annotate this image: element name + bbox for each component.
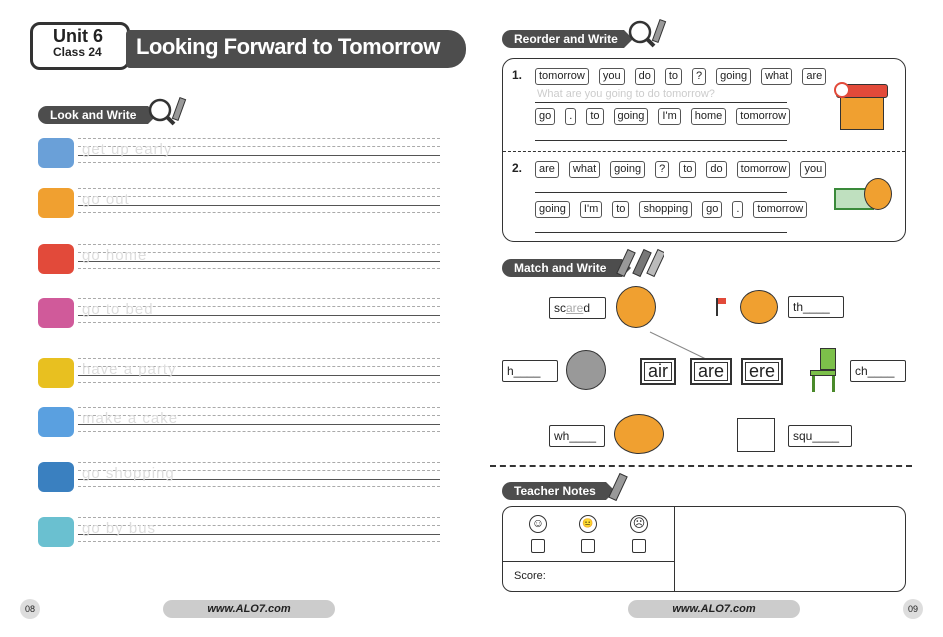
guide-line: [78, 298, 440, 299]
scared-suffix: d: [583, 301, 591, 315]
teacher-notes-banner: [502, 482, 615, 500]
word-tile[interactable]: tomorrow: [736, 108, 790, 125]
map-cat-illustration: [614, 414, 664, 454]
write-line[interactable]: [535, 140, 787, 141]
guide-line: [78, 486, 440, 487]
word-tile[interactable]: tomorrow: [535, 68, 589, 85]
word-tile[interactable]: do: [706, 161, 726, 178]
word-box-scared[interactable]: [549, 297, 606, 319]
scared-cat-illustration: [616, 286, 656, 328]
write-row[interactable]: [78, 460, 440, 488]
word-tile[interactable]: ?: [655, 161, 669, 178]
guide-line: [78, 188, 440, 189]
reorder-words-2a: [535, 159, 836, 178]
happy-checkbox[interactable]: [531, 539, 545, 553]
write-line[interactable]: [535, 232, 787, 233]
guide-line: [78, 407, 440, 408]
word-tile[interactable]: do: [635, 68, 655, 85]
guide-line: [78, 358, 440, 359]
teacher-notes-label: Teacher Notes: [502, 482, 606, 500]
word-tile[interactable]: going: [535, 201, 570, 218]
match-banner-label: Match and Write: [502, 259, 622, 277]
neutral-checkbox[interactable]: [581, 539, 595, 553]
flag-illustration: [716, 298, 728, 316]
word-box-here[interactable]: h____: [502, 360, 558, 382]
footer-url-left[interactable]: www.ALO7.com: [163, 600, 335, 618]
word-box-where[interactable]: wh____: [549, 425, 605, 447]
word-tile[interactable]: you: [599, 68, 625, 85]
guide-line: [78, 517, 440, 518]
word-tile[interactable]: home: [691, 108, 727, 125]
chef-icon: [38, 407, 74, 437]
notes-divider: [674, 507, 675, 591]
reorder-words-1b: [535, 106, 800, 125]
pointing-cat-illustration: [740, 290, 778, 324]
guide-line: [78, 162, 440, 163]
score-divider: [503, 561, 674, 562]
guide-line: [78, 322, 440, 323]
guide-line: [78, 541, 440, 542]
guide-line: [78, 431, 440, 432]
word-tile[interactable]: to: [665, 68, 682, 85]
house-cat-illustration: [834, 80, 886, 130]
trace-text: go by bus: [82, 520, 157, 537]
guide-line: [78, 205, 440, 206]
write-row[interactable]: [78, 136, 440, 164]
word-tile[interactable]: going: [610, 161, 645, 178]
trace-text: have a party: [82, 361, 177, 378]
word-box-square[interactable]: squ____: [788, 425, 852, 447]
shopping-icon: [38, 462, 74, 492]
reorder-words-1a: [535, 66, 836, 85]
option-air[interactable]: air: [640, 358, 676, 385]
guide-line: [78, 382, 440, 383]
footer-url-right[interactable]: www.ALO7.com: [628, 600, 800, 618]
pencil-icon: [604, 472, 634, 502]
write-line[interactable]: [535, 102, 787, 103]
trace-text: make a cake: [82, 410, 179, 427]
option-ere[interactable]: ere: [741, 358, 783, 385]
reorder-num-1: 1.: [512, 68, 523, 82]
trace-text: go home: [82, 247, 148, 264]
word-tile[interactable]: .: [565, 108, 576, 125]
page-number-left: 08: [20, 599, 40, 619]
word-tile[interactable]: go: [535, 108, 555, 125]
write-row[interactable]: [78, 356, 440, 384]
teacher-notes-panel: [502, 506, 906, 592]
word-tile[interactable]: .: [732, 201, 743, 218]
word-tile[interactable]: shopping: [639, 201, 692, 218]
guide-line: [78, 244, 440, 245]
reorder-words-2b: [535, 199, 817, 218]
word-tile[interactable]: you: [800, 161, 826, 178]
word-tile[interactable]: tomorrow: [753, 201, 807, 218]
guide-line: [78, 196, 440, 197]
party-icon: [38, 358, 74, 388]
trace-text: go shopping: [82, 465, 175, 482]
section-divider: [490, 465, 912, 467]
word-box-there[interactable]: th____: [788, 296, 844, 318]
write-row[interactable]: [78, 515, 440, 543]
unit-tab: [30, 22, 130, 70]
word-box-chair[interactable]: ch____: [850, 360, 906, 382]
class-label: Class 24: [53, 45, 102, 59]
magnifier-pencil-icon: [626, 18, 672, 50]
word-tile[interactable]: tomorrow: [737, 161, 791, 178]
reorder-banner-label: Reorder and Write: [502, 30, 624, 48]
word-tile[interactable]: going: [716, 68, 751, 85]
scared-filled: are: [566, 301, 584, 315]
trace-text: get up early: [82, 141, 173, 158]
word-tile[interactable]: I'm: [580, 201, 602, 218]
reorder-hint-1: What are you going to do tomorrow?: [537, 88, 715, 100]
page-number-right: 09: [903, 599, 923, 619]
word-tile[interactable]: I'm: [658, 108, 680, 125]
word-tile[interactable]: going: [614, 108, 649, 125]
score-label: Score:: [514, 570, 546, 582]
look-write-banner: [38, 106, 157, 124]
guide-line: [78, 462, 440, 463]
write-row[interactable]: [78, 186, 440, 214]
word-tile[interactable]: to: [679, 161, 696, 178]
house-icon: [38, 244, 74, 274]
word-tile[interactable]: what: [569, 161, 600, 178]
happy-face-icon: ☺: [529, 515, 547, 533]
magnifier-pencil-icon: [146, 96, 192, 126]
unit-label: Unit 6: [53, 26, 104, 46]
guide-line: [78, 212, 440, 213]
bed-icon: [38, 298, 74, 328]
reorder-banner: [502, 30, 633, 48]
scared-prefix: sc: [554, 301, 566, 315]
trace-text: go out: [82, 191, 130, 208]
reorder-num-2: 2.: [512, 161, 523, 175]
write-row[interactable]: [78, 296, 440, 324]
sad-face-icon: ☹: [630, 515, 648, 533]
chair-illustration: [806, 348, 840, 394]
option-are[interactable]: are: [690, 358, 732, 385]
shopping-cart-illustration: [830, 174, 896, 220]
guide-line: [78, 268, 440, 269]
sad-checkbox[interactable]: [632, 539, 646, 553]
word-tile[interactable]: ?: [692, 68, 706, 85]
reorder-divider: [503, 151, 905, 152]
word-tile[interactable]: what: [761, 68, 792, 85]
word-tile[interactable]: to: [612, 201, 629, 218]
word-tile[interactable]: are: [802, 68, 826, 85]
bus-icon: [38, 517, 74, 547]
page-title: Looking Forward to Tomorrow: [136, 34, 440, 59]
write-row[interactable]: [78, 405, 440, 433]
pencils-icon: [612, 248, 664, 280]
moon-cat-icon: [38, 138, 74, 168]
neutral-face-icon: 😐: [579, 515, 597, 533]
cat-icon: [38, 188, 74, 218]
write-row[interactable]: [78, 242, 440, 270]
guide-line: [78, 138, 440, 139]
write-line[interactable]: [535, 192, 787, 193]
word-tile[interactable]: to: [586, 108, 603, 125]
word-tile[interactable]: go: [702, 201, 722, 218]
square-shape: [737, 418, 775, 452]
look-write-banner-label: Look and Write: [38, 106, 148, 124]
trace-text: go to bed: [82, 301, 154, 318]
word-tile[interactable]: are: [535, 161, 559, 178]
